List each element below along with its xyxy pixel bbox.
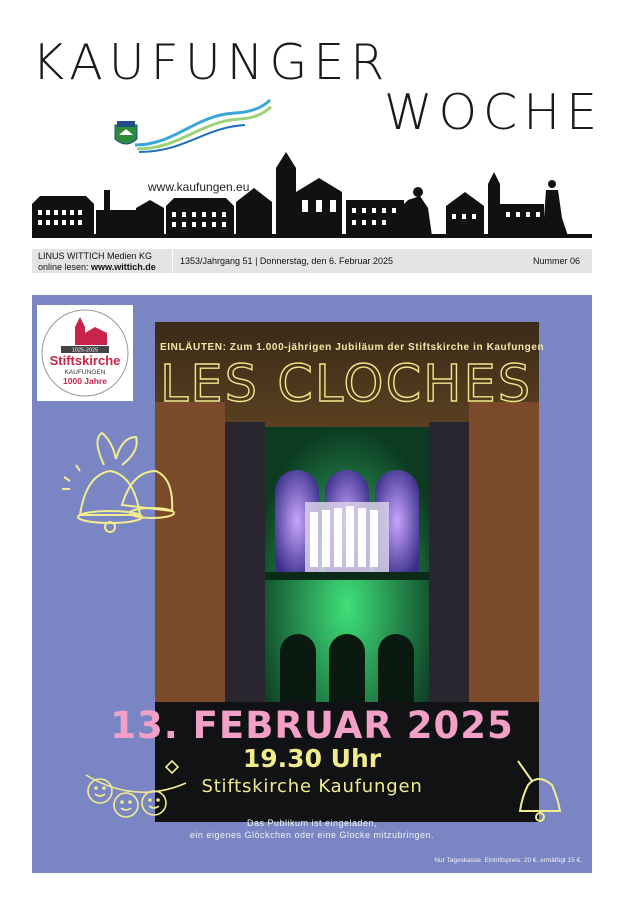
event-date: 13. FEBRUAR 2025 xyxy=(110,704,514,747)
poster-subtitle: EINLÄUTEN: Zum 1.000-jährigen Jubiläum der Stiftskirche in Kaufungen xyxy=(160,342,545,353)
website-url: www.kaufungen.eu xyxy=(148,180,250,194)
town-logo-wave xyxy=(105,95,275,155)
badge-town: KAUFUNGEN xyxy=(64,369,106,376)
ticket-info: Nur Tageskasse. Eintrittspreis: 20 €, ermäßigt 15 €. xyxy=(434,857,582,864)
masthead-title-line2: WOCHE xyxy=(384,84,604,141)
online-label: online lesen: xyxy=(38,262,92,272)
event-time: 19.30 Uhr xyxy=(242,744,382,773)
divider xyxy=(172,249,173,273)
poster-title: LES CLOCHES xyxy=(160,355,533,414)
invitation-note-line1: Das Publikum ist eingeladen, xyxy=(246,818,378,828)
event-poster xyxy=(32,295,592,873)
badge-anniversary: 1000 Jahre xyxy=(63,376,107,386)
masthead-title-line1: KAUFUNGER xyxy=(32,34,391,91)
anniversary-badge xyxy=(37,305,133,401)
issue-number: Nummer 06 xyxy=(532,256,580,266)
event-location: Stiftskirche Kaufungen xyxy=(201,776,423,797)
bells-icon xyxy=(60,425,180,545)
badge-years: 1025-2025 xyxy=(71,347,99,354)
issue-details: 1353/Jahrgang 51 | Donnerstag, den 6. Februar 2025 xyxy=(180,256,393,266)
invitation-note-line2: ein eigenes Glöckchen oder eine Glocke mitzubringen. xyxy=(189,830,435,840)
publisher-info xyxy=(38,251,156,273)
publisher-name: LINUS WITTICH Medien KG xyxy=(38,251,153,261)
coat-of-arms-icon xyxy=(115,121,137,144)
town-skyline-illustration xyxy=(32,148,592,243)
church-logo-icon xyxy=(37,305,133,401)
issue-info-bar xyxy=(32,249,592,273)
badge-name: Stiftskirche xyxy=(49,353,121,368)
publisher-website-link[interactable]: www.wittich.de xyxy=(91,262,156,272)
